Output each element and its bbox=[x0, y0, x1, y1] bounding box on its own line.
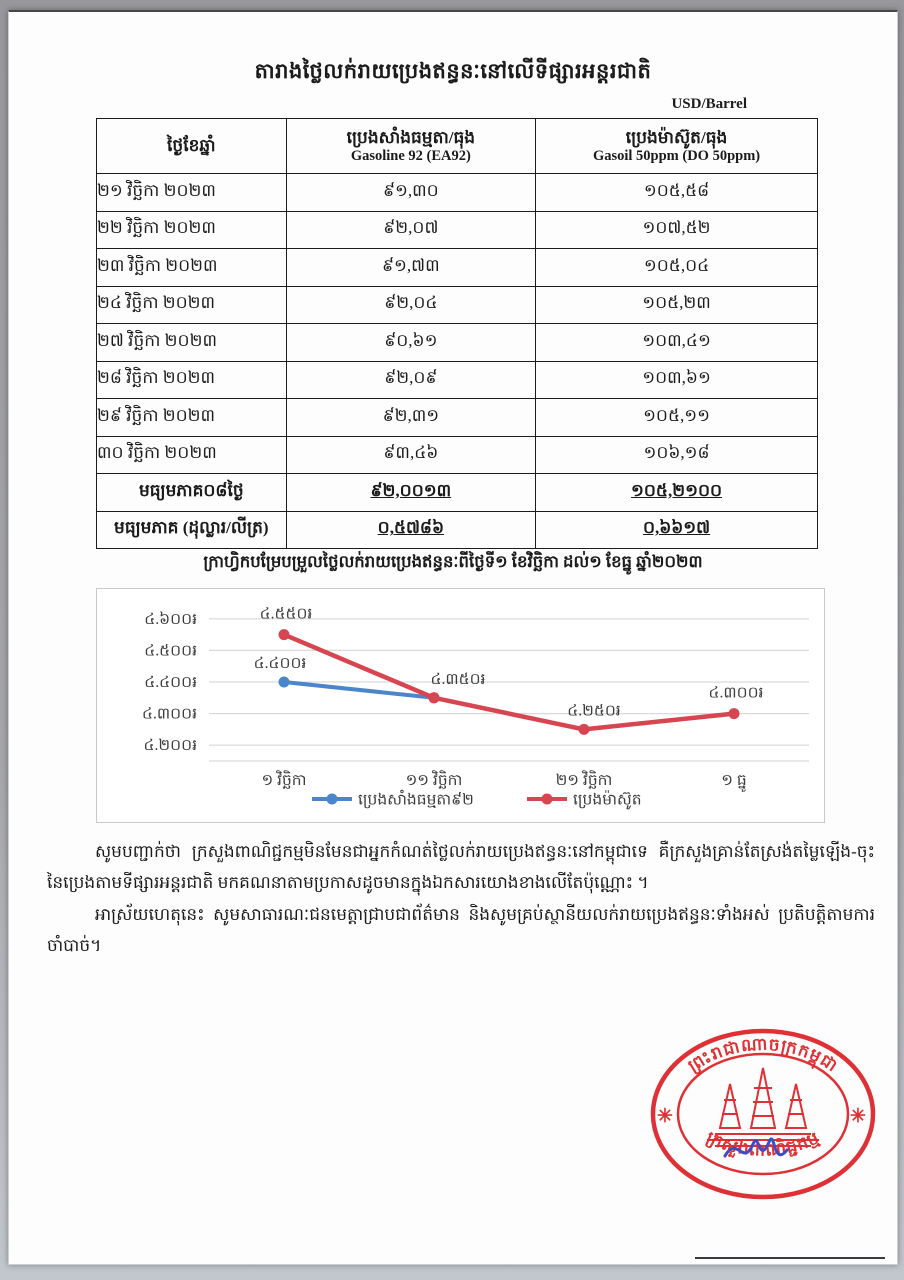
unit-label: USD/Barrel bbox=[671, 96, 747, 112]
legend-marker bbox=[327, 794, 338, 805]
date-cell: ២៩ វិច្ឆិកា ២០២៣ bbox=[97, 399, 287, 437]
gasoline-average-cell: ០,៥៧៨៦ bbox=[286, 511, 535, 549]
y-axis-tick-label: ៤.៣០០៛ bbox=[142, 705, 197, 723]
header-date: ថ្ងៃខែឆ្នាំ bbox=[97, 119, 287, 174]
diesel-average-cell: ១០៥,២១០០ bbox=[536, 474, 818, 512]
summary-row bbox=[97, 474, 818, 512]
diesel-price-cell: ១០៥,១១ bbox=[536, 399, 818, 437]
header-diesel-english: Gasoil 50ppm (DO 50ppm) bbox=[592, 147, 761, 164]
diesel-price-cell: ១០៧,៥២ bbox=[536, 211, 818, 249]
table-row bbox=[97, 174, 818, 212]
legend-label: ប្រេងម៉ាស៊ូត bbox=[573, 791, 642, 809]
diesel-price-cell: ១០៣,៤១ bbox=[536, 324, 818, 362]
summary-label-cell: មធ្យមភាគ (ដុល្លារ/លីត្រ) bbox=[97, 511, 287, 549]
stamp-top-text: ព្រះរាជាណាចក្រកម្ពុជា bbox=[684, 1034, 842, 1076]
date-cell: ២៧ វិច្ឆិកា ២០២៣ bbox=[97, 324, 287, 362]
scan-artifact-line bbox=[695, 1257, 885, 1259]
x-axis-tick-label: ១ ធ្នូ bbox=[721, 772, 747, 789]
gasoline-price-cell: ៩១,៣០ bbox=[286, 174, 535, 212]
x-axis-tick-label: ២១ វិច្ឆិកា bbox=[555, 772, 613, 789]
table-row bbox=[97, 436, 818, 474]
price-line-chart bbox=[96, 588, 825, 823]
ministry-seal-stamp bbox=[647, 1026, 879, 1204]
diesel-price-cell: ១០៥,៥៨ bbox=[536, 174, 818, 212]
angkor-wat-icon bbox=[707, 1068, 819, 1146]
document-page bbox=[8, 10, 898, 1265]
header-gasoline-khmer: ប្រេងសាំងធម្មតា/ធុង bbox=[346, 128, 476, 148]
date-cell: ៣០ វិច្ឆិកា ២០២៣ bbox=[97, 436, 287, 474]
gasoline-average-cell: ៩២,០០១៣ bbox=[286, 474, 535, 512]
gasoline-price-cell: ៩២,០៧ bbox=[286, 211, 535, 249]
data-point bbox=[279, 629, 290, 640]
data-point-label: ៤.៣៥០៛ bbox=[430, 670, 486, 688]
legend-label: ប្រេងសាំងធម្មតា៩២ bbox=[358, 791, 474, 809]
x-axis-tick-label: ១១ វិច្ឆិកា bbox=[405, 772, 463, 789]
date-cell: ២៤ វិច្ឆិកា ២០២៣ bbox=[97, 286, 287, 324]
y-axis-tick-label: ៤.២០០៛ bbox=[143, 737, 197, 755]
legend-marker bbox=[542, 794, 553, 805]
chart-canvas bbox=[97, 589, 824, 822]
summary-row bbox=[97, 511, 818, 549]
diesel-price-cell: ១០៦,១៨ bbox=[536, 436, 818, 474]
header-diesel bbox=[536, 119, 818, 174]
summary-label-cell: មធ្យមភាគ០៨ថ្ងៃ bbox=[97, 474, 287, 512]
date-cell: ២៨ វិច្ឆិកា ២០២៣ bbox=[97, 361, 287, 399]
y-axis-tick-label: ៤.៤០០៛ bbox=[144, 674, 197, 691]
y-axis-tick-label: ៤.៦០០៛ bbox=[144, 610, 197, 628]
stamp-star-right: ✳ bbox=[850, 1106, 866, 1127]
gasoline-price-cell: ៩១,៧៣ bbox=[286, 249, 535, 287]
gasoline-price-cell: ៩៣,៤៦ bbox=[286, 436, 535, 474]
x-axis-tick-label: ១ វិច្ឆិកា bbox=[261, 772, 307, 789]
gasoline-price-cell: ៩២,៣១ bbox=[286, 399, 535, 437]
diesel-price-cell: ១០៥,០៤ bbox=[536, 249, 818, 287]
data-point-label: ៤.២៥០៛ bbox=[567, 702, 621, 720]
stamp-star-left: ✳ bbox=[657, 1106, 673, 1127]
data-point bbox=[429, 692, 440, 703]
data-point bbox=[729, 708, 740, 719]
table-row bbox=[97, 361, 818, 399]
body-text bbox=[47, 836, 875, 962]
gasoline-price-cell: ៩២,០៩ bbox=[286, 361, 535, 399]
diesel-average-cell: ០,៦៦១៧ bbox=[536, 511, 818, 549]
diesel-price-cell: ១០៥,២៣ bbox=[536, 286, 818, 324]
y-axis-tick-label: ៤.៥០០៛ bbox=[144, 642, 197, 660]
table-row bbox=[97, 249, 818, 287]
gasoline-price-cell: ៩០,៦១ bbox=[286, 324, 535, 362]
stamp-outer-ring bbox=[653, 1031, 873, 1197]
paragraph-instruction: អាស្រ័យហេតុនេះ សូមសាធារណៈជនមេត្តាជ្រាបជាព័ត៌មាន និងសូមគ្រប់ស្ថានីយលក់រាយប្រេងឥន្ធនៈទាំងអស់ ប្រតិបត្តិតាមការ ចាំបាច់។ bbox=[47, 904, 875, 956]
diesel-price-cell: ១០៣,៦១ bbox=[536, 361, 818, 399]
table-header-row bbox=[97, 119, 818, 174]
table-row bbox=[97, 324, 818, 362]
page-title: តារាងថ្លៃលក់រាយប្រេងឥន្ធនៈនៅលើទីផ្សារអន្តរជាតិ bbox=[254, 59, 652, 83]
data-point-label: ៤.៥៥០៛ bbox=[259, 605, 313, 623]
data-point bbox=[279, 677, 290, 688]
header-gasoline-english: Gasoline 92 (EA92) bbox=[350, 147, 471, 164]
date-cell: ២១ វិច្ឆិកា ២០២៣ bbox=[97, 174, 287, 212]
date-cell: ២២ វិច្ឆិកា ២០២៣ bbox=[97, 211, 287, 249]
data-point bbox=[579, 724, 590, 735]
gasoline-price-cell: ៩២,០៤ bbox=[286, 286, 535, 324]
table-row bbox=[97, 399, 818, 437]
stamp-bottom-text: ក្រសួងពាណិជ្ជកម្ម bbox=[703, 1127, 823, 1160]
fuel-price-table bbox=[96, 118, 818, 549]
table-row bbox=[97, 211, 818, 249]
data-point-label: ៤.៣០០៛ bbox=[708, 684, 764, 702]
chart-title: ក្រាហ្វិកបម្រែបម្រួលថ្លៃលក់រាយប្រេងឥន្ធនៈពីថ្ងៃទី១ ខែវិច្ឆិកា ដល់១ ខែធ្នូ ឆ្នាំ២០២៣ bbox=[203, 552, 703, 571]
data-point-label: ៤.៤០០៛ bbox=[253, 655, 307, 672]
header-gasoline bbox=[286, 119, 535, 174]
header-diesel-khmer: ប្រេងម៉ាស៊ូត/ធុង bbox=[625, 128, 728, 148]
table-row bbox=[97, 286, 818, 324]
paragraph-disclaimer: សូមបញ្ជាក់ថា ក្រសួងពាណិជ្ជកម្មមិនមែនជាអ្នកកំណត់ថ្លៃលក់រាយប្រេងឥន្ធនៈនៅកម្ពុជាទេ គឺក្រសួងគ្រាន់តែស្រង់តម្លៃឡើង-ចុះ នៃប្រេងតាមទីផ្សារអន្តរជាតិ មកគណនាតាមប្រកាសដូចមានក្នុងឯកសារយោងខាងលើតែប៉ុណ្ណោះ ។ bbox=[47, 842, 875, 893]
date-cell: ២៣ វិច្ឆិកា ២០២៣ bbox=[97, 249, 287, 287]
